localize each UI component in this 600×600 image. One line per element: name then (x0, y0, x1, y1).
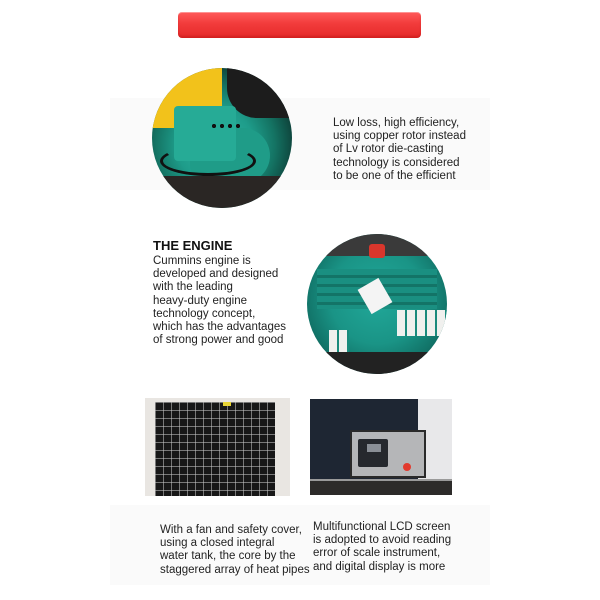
engine-heading: THE ENGINE (153, 238, 233, 253)
description-line: With a fan and safety cover, (160, 524, 302, 536)
description-line: using copper rotor instead (333, 130, 466, 143)
description-line: Low loss, high efficiency, (333, 117, 460, 129)
alternator-photo-icon (152, 68, 292, 208)
description-line: technology concept, (153, 307, 256, 320)
engine-description (153, 238, 286, 350)
description-line: to be one of the efficient (333, 169, 456, 182)
cummins-engine-photo-icon (307, 234, 447, 374)
description-line: Multifunctional LCD screen (313, 521, 451, 533)
description-line: error of scale instrument, (313, 547, 441, 560)
description-line: of Lv rotor die-casting (333, 143, 444, 156)
header-banner (178, 12, 421, 38)
alternator-description (333, 117, 466, 183)
control-panel-description (313, 521, 451, 574)
lcd-control-panel-photo-icon (310, 399, 452, 495)
radiator-description (160, 524, 310, 576)
description-line: technology is considered (333, 156, 460, 169)
description-line: using a closed integral (160, 537, 275, 550)
description-line: staggered array of heat pipes (160, 563, 310, 576)
description-line: developed and designed (153, 268, 279, 281)
description-line: water tank, the core by the (160, 550, 296, 563)
description-line: and digital display is more (313, 560, 446, 573)
description-line: is adopted to avoid reading (313, 534, 452, 547)
description-line: of strong power and good (153, 334, 284, 347)
description-line: Cummins engine is (153, 255, 251, 267)
description-line: which has the advantages (153, 321, 286, 334)
radiator-photo-icon (145, 398, 290, 496)
description-line: heavy-duty engine (153, 294, 247, 307)
description-line: with the leading (153, 281, 233, 294)
